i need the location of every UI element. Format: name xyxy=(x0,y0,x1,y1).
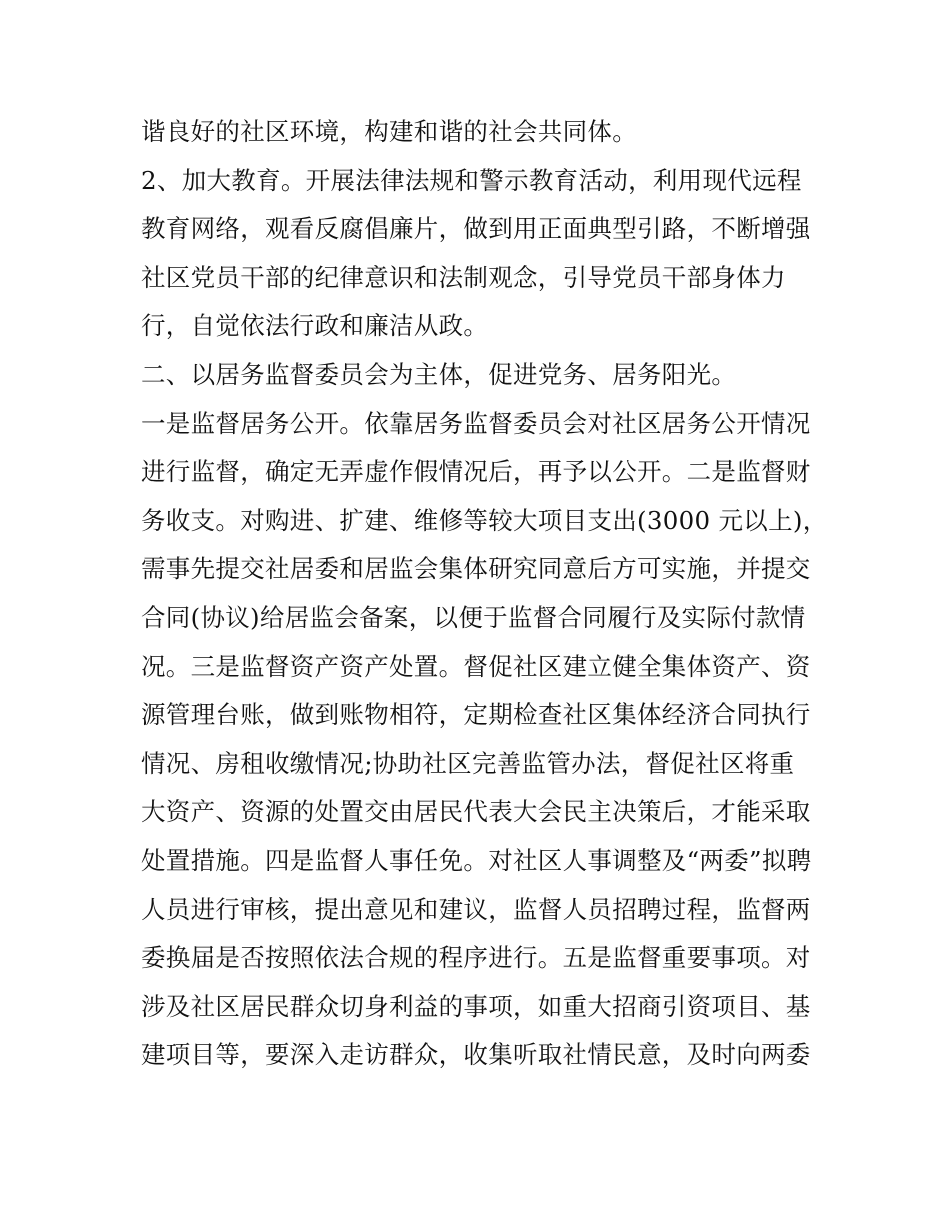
text-line: 建项目等，要深入走访群众，收集听取社情民意，及时向两委 xyxy=(141,1040,811,1070)
text-line: 教育网络，观看反腐倡廉片，做到用正面典型引路，不断增强 xyxy=(141,214,811,244)
document-body xyxy=(141,108,828,1080)
text-line: 务收支。对购进、扩建、维修等较大项目支出(3000 元以上)， xyxy=(141,505,828,535)
text-line: 涉及社区居民群众切身利益的事项，如重大招商引资项目、基 xyxy=(141,991,811,1021)
text-line: 合同(协议)给居监会备案，以便于监督合同履行及实际付款情 xyxy=(141,602,806,632)
text-line: 大资产、资源的处置交由居民代表大会民主决策后，才能采取 xyxy=(141,797,811,827)
text-line: 源管理台账，做到账物相符，定期检查社区集体经济合同执行 xyxy=(141,700,811,730)
text-line: 需事先提交社居委和居监会集体研究同意后方可实施，并提交 xyxy=(141,554,811,584)
text-line: 处置措施。四是监督人事任免。对社区人事调整及“两委”拟聘 xyxy=(141,845,812,875)
text-line: 况。三是监督资产资产处置。督促社区建立健全集体资产、资 xyxy=(141,651,811,681)
text-line: 一是监督居务公开。依靠居务监督委员会对社区居务公开情况 xyxy=(141,408,811,438)
text-line: 行，自觉依法行政和廉洁从政。 xyxy=(141,311,489,341)
section-heading: 二、以居务监督委员会为主体，促进党务、居务阳光。 xyxy=(141,359,737,389)
text-line: 社区党员干部的纪律意识和法制观念，引导党员干部身体力 xyxy=(141,262,786,292)
text-line: 2、加大教育。开展法律法规和警示教育活动，利用现代远程 xyxy=(141,165,802,195)
text-line: 情况、房租收缴情况;协助社区完善监管办法，督促社区将重 xyxy=(141,748,795,778)
text-line: 谐良好的社区环境，构建和谐的社会共同体。 xyxy=(141,117,637,146)
text-line: 人员进行审核，提出意见和建议，监督人员招聘过程，监督两 xyxy=(141,894,811,924)
text-line: 委换届是否按照依法合规的程序进行。五是监督重要事项。对 xyxy=(141,943,811,973)
text-line: 进行监督，确定无弄虚作假情况后，再予以公开。二是监督财 xyxy=(141,457,811,487)
